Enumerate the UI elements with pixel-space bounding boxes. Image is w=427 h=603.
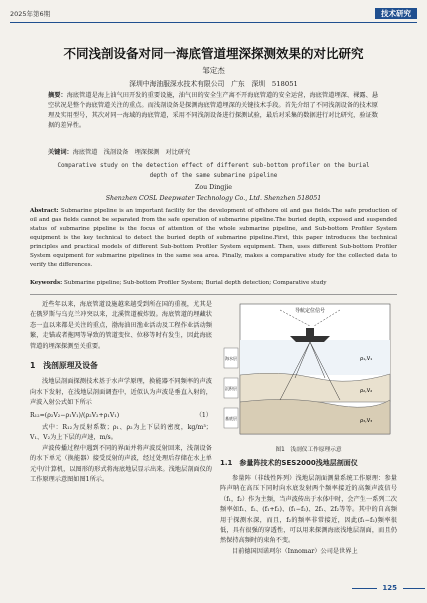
section-heading-1-1: 1.1 参量阵技术的SES2000浅地层剖面仪 xyxy=(220,459,358,467)
section11-paragraph: 参量阵（非线性阵列）浅地层剖面测量系统工作原理：参量阵声呐在高压下同时向水底发射两个频率接近的高频声波信号（f₁，f₂）作为主频，当声波传出于水体中时，会产生一系列二次频率如f₁、f₂、(f₁+f₂)、(f₁−f₂)、2f₁、2f₂等等。其中的自高频用于探测水深，而且，f₂的频率非常接近，因此(f₁−f₂)频率很低，具有很强的穿透性，可以用来探测海底浅地层剖面，而且仍然保持高频时的束角不变。 xyxy=(220,475,397,545)
affiliation-en: Shenzhen COSL Deepwater Technology Co., Ltd. Shenzhen 518051 xyxy=(105,195,322,202)
keywords-cn-text: 海底管道 浅剖设备 埋深探测 对比研究 xyxy=(72,149,191,156)
ship-icon xyxy=(290,336,330,342)
right-body xyxy=(220,474,397,557)
figure-caption: 图1 浅剖仪工作原理示意 xyxy=(275,447,342,453)
abstract-cn-label: 摘要： xyxy=(48,92,67,99)
abstract-en-text: Submarine pipeline is an important facility for the development of offshore oil and gas fields.The safe production of oil and gas fields cannot be separated from the safe operation of submarine pipeline.The buried depth, exposed and suspended status of submarine pipeline is the focus of attention of the whole submarine pipeline, and Sub-bottom Profiler System equipment is the key technical to detect the buried depth of submarine pipeline.First, this paper introduces the technical principles and practical models of different Sub-bottom Profiler System equipment. Then, uses different Sub-bottom Profiler System equipment for submarine pipelines in the same sea area. Finally, makes a comparative study for the collected data to verify the differences. xyxy=(30,208,397,268)
section-heading-1: 1 浅剖原理及设备 xyxy=(30,361,98,371)
page-number: 125 xyxy=(382,584,397,592)
formula-number: （1） xyxy=(195,411,212,419)
abstract-en-label: Abstract: xyxy=(30,208,59,214)
section-badge: 技术研究 xyxy=(375,8,417,19)
formula-expression: R₁₂=(ρ₂V₂−ρ₁V₁)/(ρ₂V₂+ρ₁V₁) xyxy=(30,411,120,419)
figure-label-nav: 导航定位信号 xyxy=(294,308,326,314)
section1-paragraph: 浅地层剖面探测技术基于水声学原理，换能器不同频率的声波向水下发射，在浅地层剖面调查中，近似认为声波是垂直入射的，声波入射公式如下所示 xyxy=(30,378,212,407)
layer-label-water: 海水层 xyxy=(225,356,237,361)
title-cn: 不同浅剖设备对同一海底管道埋深探测效果的对比研究 xyxy=(63,46,364,61)
layer-label-sediment: 沉积层 xyxy=(225,386,237,391)
affiliation-cn: 深圳中海油服深水技术有限公司 广东 深圳 518051 xyxy=(129,80,298,88)
keywords-en xyxy=(30,280,397,286)
divider xyxy=(30,294,397,295)
page-header xyxy=(10,8,417,23)
abstract-en xyxy=(30,207,397,270)
symbol-layer-1: ρ₁,V₁ xyxy=(360,356,373,362)
keywords-en-label: Keywords: xyxy=(30,280,63,286)
ship-cabin xyxy=(306,328,314,336)
title-en: Comparative study on the detection effect of different sub-bottom profiler on the burial depth of the same submarine pipeline xyxy=(57,163,370,179)
author-cn: 邹定杰 xyxy=(202,66,225,75)
author-en: Zou Dingjie xyxy=(194,184,233,191)
abstract-cn-text: 海底管道是海上油气田开发的重要设施，油气田的安全生产离不开海底管道的安全运营，海底管道埋深、裸露、悬空状况是整个海底管道关注的重点。而浅剖设备是探测海底管道埋深的关键技术手段。首先介绍了不同浅剖设备的技术原理及实用型号，其次对同一海域的海底管道，采用不同浅剖设备进行探测试验，最后对采集的数据进行对比研究，验证数据的差异性。 xyxy=(48,92,379,129)
keywords-cn-label: 关键词： xyxy=(48,149,73,156)
section11-paragraph-2: 目前德国因诺珂尔（Innomar）公司是世界上 xyxy=(232,547,358,555)
left-column xyxy=(30,300,212,486)
issue-label: 2025年第6期 xyxy=(10,10,51,18)
section1-paragraph-2: 声波传播过程中遇到不同的界面并将声波反射回来，浅剖设备的水下单元（换能器）接受反射的声波，经过处理后存储在水上单元中/计算机，以图形的形式将海底地层显示出来。浅地层剖面仪的工作原理示意图如图1所示。 xyxy=(30,444,212,484)
layer-label-bedrock: 基底层 xyxy=(225,416,237,421)
intro-paragraph: 近些年以来，海底管道设施越来越受到所在国的重视，尤其是在俄罗斯与乌克兰冲突以来，北溪管道被炸毁。海底管道的埋藏状态一直以来都是关注的重点，渤海油田渔业活动及工程作业活动频繁，走锚或者拖网等导致的管道变位、位移等时有发生，因此海底管道的埋深探测至关重要。 xyxy=(30,301,212,350)
abstract-cn xyxy=(48,91,378,131)
formula-1 xyxy=(30,411,212,421)
keywords-cn xyxy=(48,147,378,156)
keywords-en-text: Submarine pipeline; Sub-bottom Profiler System; Burial depth detection; Comparative study xyxy=(63,280,327,286)
formula-explanation: 式中：R₁₂为反射系数；ρ₁、ρ₂为上下层的密度，kg/m³；V₁、V₂为上下层的声速，m/s。 xyxy=(30,424,212,442)
symbol-layer-2: ρ₂,V₂ xyxy=(360,388,373,394)
figure-1 xyxy=(220,300,397,440)
symbol-layer-3: ρ₃,V₃ xyxy=(360,418,373,424)
